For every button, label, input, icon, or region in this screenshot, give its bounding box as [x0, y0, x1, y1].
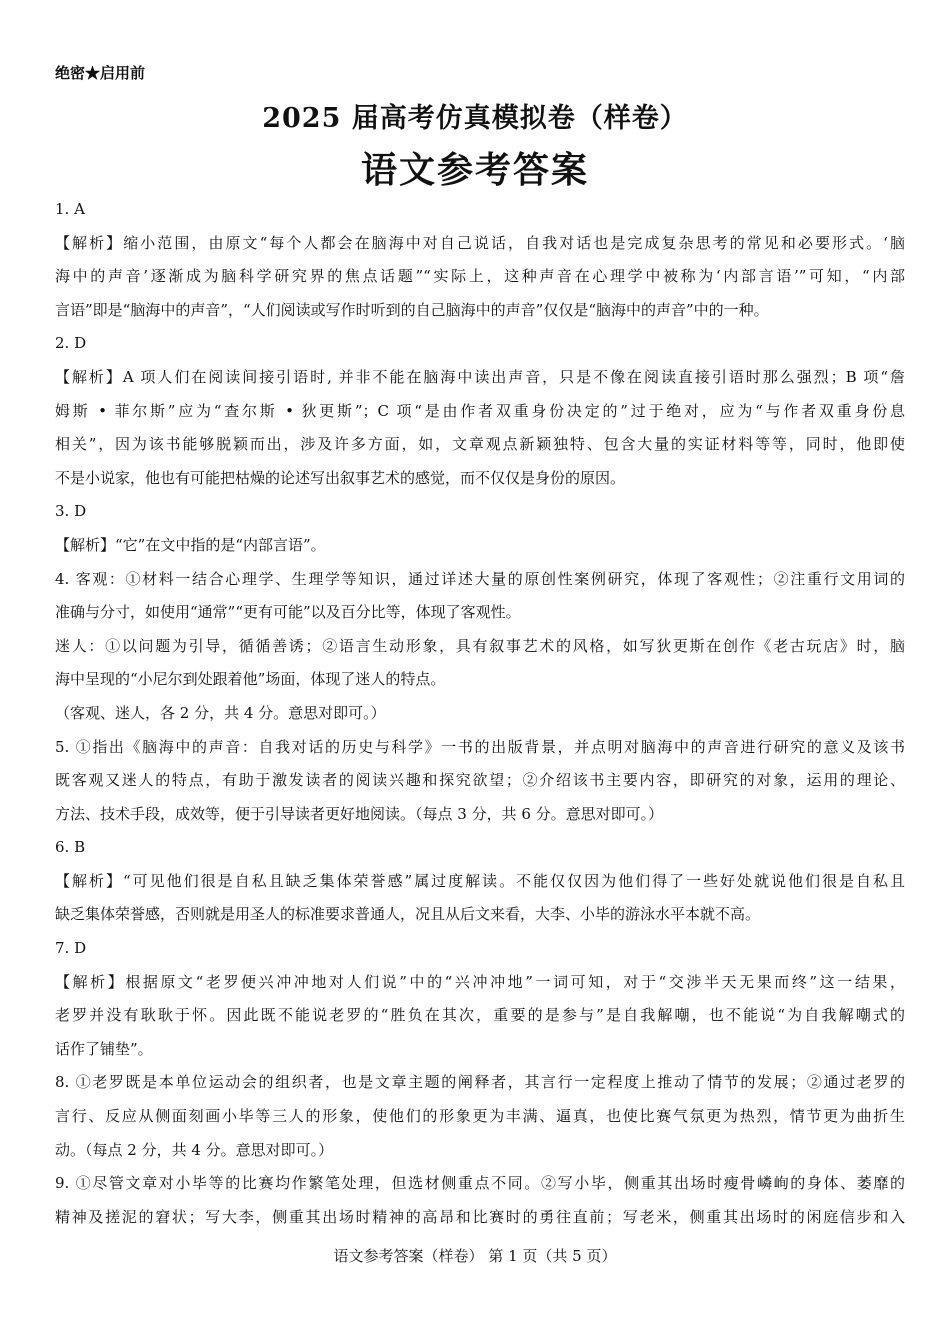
text-line: 3. D — [55, 502, 87, 521]
text-line: 方法、技术手段，成效等，便于引导读者更好地阅读。（每点 3 分，共 6 分。意思对即可。） — [55, 804, 664, 823]
confidential-label: 绝密★启用前 — [55, 64, 146, 82]
exam-title: 2025 届高考仿真模拟卷（样卷） — [262, 103, 688, 134]
text-line: 【解析】A 项人们在阅读间接引语时, 并非不能在脑海中读出声音，只是不像在阅读直接引语时那么强烈；B 项“詹 — [55, 367, 905, 386]
text-line: 迷人：①以问题为引导，循循善诱；②语言生动形象，具有叙事艺术的风格，如写狄更斯在创作《老古玩店》时，脑 — [55, 636, 905, 655]
text-line: 动。（每点 2 分，共 4 分。意思对即可。） — [55, 1140, 334, 1159]
text-line: 话作了铺垫”。 — [55, 1039, 153, 1058]
text-line: 8. ①老罗既是本单位运动会的组织者，也是文章主题的阐释者，其言行一定程度上推动了情节的发展；②通过老罗的 — [55, 1073, 905, 1092]
text-line: 既客观又迷人的特点，有助于激发读者的阅读兴趣和探究欲望；②介绍该书主要内容，即研究的对象，运用的理论、 — [55, 771, 905, 790]
text-line: 言行、反应从侧面刻画小毕等三人的形象，使他们的形象更为丰满、逼真，也使比赛气氛更为热烈，情节更为曲折生 — [55, 1107, 905, 1126]
text-line: 5. ①指出《脑海中的声音：自我对话的历史与科学》一书的出版背景，并点明对脑海中的声音进行研究的意义及该书 — [55, 737, 905, 756]
text-line: 准确与分寸，如使用“通常”“更有可能”以及百分比等，体现了客观性。 — [55, 603, 521, 622]
text-line: 7. D — [55, 939, 87, 958]
text-line: 4. 客观：①材料一结合心理学、生理学等知识，通过详述大量的原创性案例研究，体现了客观性；②注重行文用词的 — [55, 569, 905, 588]
text-line: 【解析】缩小范围，由原文“每个人都会在脑海中对自己说话，自我对话也是完成复杂思考的常见和必要形式。‘脑 — [55, 233, 905, 252]
text-line: 言语”即是“脑海中的声音”，“人们阅读或写作时听到的自己脑海中的声音”仅仅是“脑海中的声音”中的一种。 — [55, 300, 769, 319]
text-line: （客观、迷人，各 2 分，共 4 分。意思对即可。） — [55, 703, 386, 722]
text-line: 1. A — [55, 200, 85, 218]
text-line: 缺乏集体荣誉感，否则就是用圣人的标准要求普通人，况且从后文来看，大李、小毕的游泳水平本就不高。 — [55, 905, 761, 924]
text-line: 海中呈现的“小尼尔到处跟着他”场面，体现了迷人的特点。 — [55, 670, 446, 689]
text-line: 相关”，因为该书能够脱颖而出，涉及许多方面，如，文章观点新颖独特、包含大量的实证材料等等，同时，他即使 — [55, 435, 905, 454]
text-line: 【解析】根据原文“老罗便兴冲冲地对人们说”中的“兴冲冲地”一词可知，对于“交涉半天无果而终”这一结果， — [55, 972, 905, 991]
page-footer: 语文参考答案（样卷） 第 1 页（共 5 页） — [333, 1247, 617, 1265]
text-line: 【解析】“可见他们很是自私且缺乏集体荣誉感”属过度解读。不能仅仅因为他们得了一些好处就说他们很是自私且 — [55, 871, 905, 890]
answer-content — [55, 193, 905, 1234]
document-title: 语文参考答案 — [360, 149, 589, 191]
text-line: 9. ①尽管文章对小毕等的比赛均作繁笔处理，但选材侧重点不同。②写小毕，侧重其出场时瘦骨嶙峋的身体、萎靡的 — [55, 1174, 905, 1193]
text-line: 老罗并没有耿耿于怀。因此既不能说老罗的“胜负在其次，重要的是参与”是自我解嘲，也不能说“为自我解嘲式的 — [55, 1006, 905, 1025]
text-line: 6. B — [55, 838, 86, 857]
text-line: 【解析】“它”在文中指的是“内部言语”。 — [55, 535, 326, 554]
text-line: 姆斯 • 菲尔斯”应为“查尔斯 • 狄更斯”；C 项“是由作者双重身份决定的”过于绝对，应为“与作者双重身份息 — [55, 401, 905, 420]
text-line: 海中的声音’逐渐成为脑科学研究界的焦点话题”“实际上，这种声音在心理学中被称为‘内部言语’”可知，“内部 — [55, 267, 905, 286]
text-line: 不是小说家，他也有可能把枯燥的论述写出叙事艺术的感觉，而不仅仅是身份的原因。 — [55, 468, 626, 487]
text-line: 精神及搓泥的窘状；写大李，侧重其出场时精神的高昂和比赛时的勇往直前；写老米，侧重其出场时的闲庭信步和入 — [55, 1207, 905, 1226]
text-line: 2. D — [55, 334, 87, 353]
